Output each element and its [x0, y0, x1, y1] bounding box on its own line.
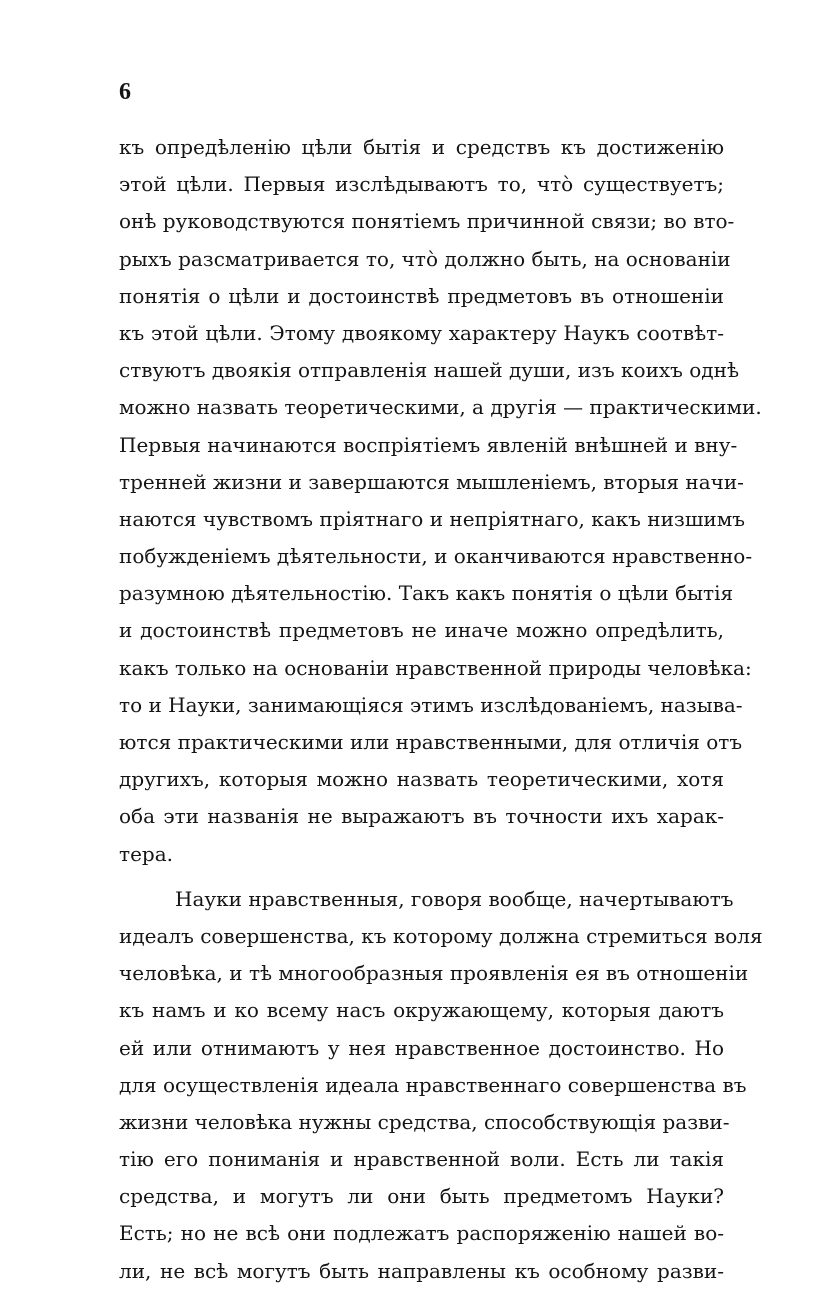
paragraph-1 — [119, 129, 762, 873]
text-line: оба эти названія не выражаютъ въ точности ихъ харак- — [119, 804, 724, 829]
text-line: тію его пониманія и нравственной воли. Есть ли такія — [119, 1147, 724, 1172]
text-line: побужденіемъ дѣятельности, и оканчиваются нравственно- — [119, 544, 753, 569]
text-line: то и Науки, занимающіяся этимъ изслѣдованіемъ, называ- — [119, 692, 743, 717]
text-line: понятія о цѣли и достоинствѣ предметовъ въ отношеніи — [119, 283, 724, 308]
text-line: къ намъ и ко всему насъ окружающему, которыя даютъ — [119, 998, 724, 1023]
paragraph-gap — [119, 873, 724, 881]
text-line: рыхъ разсматривается то, что̀ должно быть, на основаніи — [119, 246, 731, 271]
body-text — [119, 129, 763, 1290]
text-line: средства, и могутъ ли они быть предметомъ Науки? — [119, 1184, 724, 1209]
text-line: ли, не всѣ могутъ быть направлены къ особному разви- — [119, 1258, 724, 1283]
page-number: 6 — [119, 79, 131, 105]
text-line: разумною дѣятельностію. Такъ какъ понятія о цѣли бытія — [119, 581, 734, 606]
text-line: къ опредѣленію цѣли бытія и средствъ къ достиженію — [119, 135, 724, 159]
text-line: тера. — [119, 841, 173, 866]
text-line: и достоинствѣ предметовъ не иначе можно опредѣлить, — [119, 618, 724, 643]
text-line: Науки нравственныя, говоря вообще, начертываютъ — [175, 886, 734, 911]
text-line: Есть; но не всѣ они подлежатъ распоряженію нашей во- — [119, 1221, 724, 1246]
text-line: ствуютъ двоякія отправленія нашей души, изъ коихъ однѣ — [119, 358, 740, 383]
text-line: онѣ руководствуются понятіемъ причинной связи; во вто- — [119, 209, 735, 234]
text-line: Первыя начинаются воспріятіемъ явленій внѣшней и вну- — [119, 432, 738, 457]
text-line: ей или отнимаютъ у нея нравственное достоинство. Но — [119, 1035, 724, 1060]
text-line: къ этой цѣли. Этому двоякому характеру Наукъ соотвѣт- — [119, 320, 724, 345]
text-line: наются чувствомъ пріятнаго и непріятнаго, какъ низшимъ — [119, 506, 746, 531]
text-line: какъ только на основаніи нравственной природы человѣка: — [119, 655, 752, 680]
text-line: для осуществленія идеала нравственнаго совершенства въ — [119, 1072, 747, 1097]
text-line: другихъ, которыя можно назвать теоретическими, хотя — [119, 767, 724, 792]
text-line: идеалъ совершенства, къ которому должна стремиться воля — [119, 923, 763, 948]
text-line: человѣка, и тѣ многообразныя проявленія ея въ отношеніи — [119, 961, 749, 986]
text-line: этой цѣли. Первыя изслѣдываютъ то, что̀ существуетъ; — [119, 172, 724, 197]
text-line: ются практическими или нравственными, для отличія отъ — [119, 730, 743, 754]
text-line: можно назвать теоретическими, а другія — практическими. — [119, 395, 762, 420]
text-line: тренней жизни и завершаются мышленіемъ, вторыя начи- — [119, 469, 744, 494]
text-line: жизни человѣка нужны средства, способствующія разви- — [119, 1109, 730, 1134]
paragraph-2 — [119, 881, 763, 1290]
